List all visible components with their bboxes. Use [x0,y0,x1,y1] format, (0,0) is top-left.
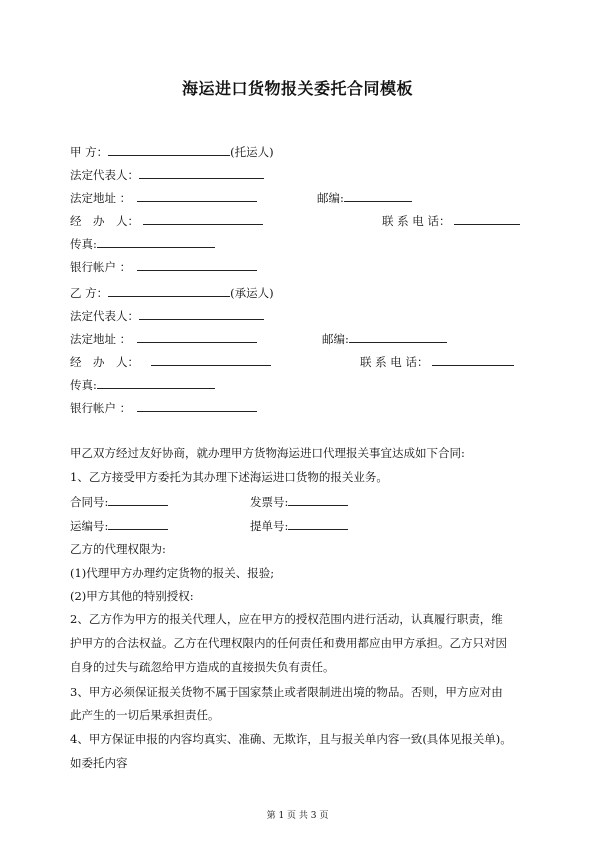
party-a-address-line [70,190,530,205]
party-a-handler-line [70,213,530,228]
party-b-bank-blank [137,400,257,412]
clause-2-line-3: 自身的过失与疏忽给甲方造成的直接损失负有责任。 [70,660,335,674]
party-a-fax-label: 传真: [70,237,97,251]
party-a-address-label: 法定地址 ： [70,191,132,205]
agency-scope-heading: 乙方的代理权限为: [70,542,166,556]
party-b-blank [108,285,230,297]
party-a-postcode-blank [344,190,412,202]
party-a-phone-blank [454,213,520,225]
party-b-handler-line [70,354,530,369]
party-b-address-blank [137,331,257,343]
page-footer: 第 1 页 共 3 页 [266,811,329,821]
party-b-fax-line [70,377,215,392]
party-a-handler-blank [143,213,263,225]
clause-2-line-2: 护甲方的合法权益。乙方在代理权限内的任何责任和费用都应由甲方承担。乙方只对因 [70,636,507,650]
party-b-legal-rep-label: 法定代表人： [70,309,139,323]
invoice-no-blank [288,494,348,506]
party-a-handler-label: 经 办 人： [70,214,139,228]
party-b-handler-blank [151,354,271,366]
party-a-postcode-label: 邮编: [317,191,344,205]
party-a-address-blank [137,190,257,202]
party-a-bank-line [70,259,257,274]
party-b-fax-label: 传真: [70,378,97,392]
party-a-line [70,144,274,159]
party-a-suffix: (托运人) [230,145,274,159]
party-a-label: 甲 方： [70,145,109,159]
scope-item-1: (1)代理甲方办理约定货物的报关、报验; [70,566,275,580]
contract-no-blank [108,494,168,506]
invoice-no-label: 发票号: [250,495,289,509]
party-b-postcode-blank [349,331,447,343]
party-b-line [70,285,274,300]
party-b-phone-label: 联 系 电 话： [360,355,429,369]
party-b-handler-label: 经 办 人： [70,355,139,369]
shipping-no-blank [108,518,168,530]
party-a-phone-label: 联 系 电 话： [382,214,451,228]
shipping-bill-line [70,518,530,533]
party-b-bank-line [70,400,257,415]
bill-no-blank [288,518,348,530]
clause-4-line-2: 如委托内容 [70,756,128,770]
bill-no-label: 提单号: [250,519,289,533]
clause-2-line-1: 2、乙方作为甲方的报关代理人，应在甲方的授权范围内进行活动，认真履行职责，维 [70,612,503,626]
intro-text: 甲乙双方经过友好协商，就办理甲方货物海运进口代理报关事宜达成如下合同: [70,446,465,460]
party-a-blank [108,144,230,156]
party-b-legal-rep-line [70,308,264,323]
clause-3-line-2: 此产生的一切后果承担责任。 [70,708,220,722]
document-title: 海运进口货物报关委托合同模板 [181,79,413,98]
party-b-address-line [70,331,530,346]
party-b-legal-rep-blank [139,308,264,320]
party-a-bank-label: 银行帐户 ： [70,260,132,274]
clause-1: 1、乙方接受甲方委托为其办理下述海运进口货物的报关业务。 [70,470,388,484]
party-b-phone-blank [432,354,514,366]
contract-invoice-line [70,494,530,509]
party-b-postcode-label: 邮编: [322,332,349,346]
party-b-suffix: (承运人) [230,286,274,300]
clause-4-line-1: 4、甲方保证申报的内容均真实、准确、无欺诈，且与报关单内容一致(具体见报关单)。 [70,732,512,746]
party-b-fax-blank [97,377,215,389]
party-a-legal-rep-label: 法定代表人： [70,168,139,182]
party-a-legal-rep-blank [139,167,264,179]
party-a-fax-line [70,236,215,251]
contract-no-label: 合同号: [70,495,109,509]
party-a-bank-blank [137,259,257,271]
shipping-no-label: 运编号: [70,519,109,533]
scope-item-2: (2)甲方其他的特别授权: [70,589,194,603]
party-b-bank-label: 银行帐户 ： [70,401,132,415]
clause-3-line-1: 3、甲方必须保证报关货物不属于国家禁止或者限制进出境的物品。否则，甲方应对由 [70,685,503,699]
party-b-label: 乙 方： [70,286,109,300]
party-a-legal-rep-line [70,167,264,182]
party-a-fax-blank [97,236,215,248]
party-b-address-label: 法定地址 ： [70,332,132,346]
